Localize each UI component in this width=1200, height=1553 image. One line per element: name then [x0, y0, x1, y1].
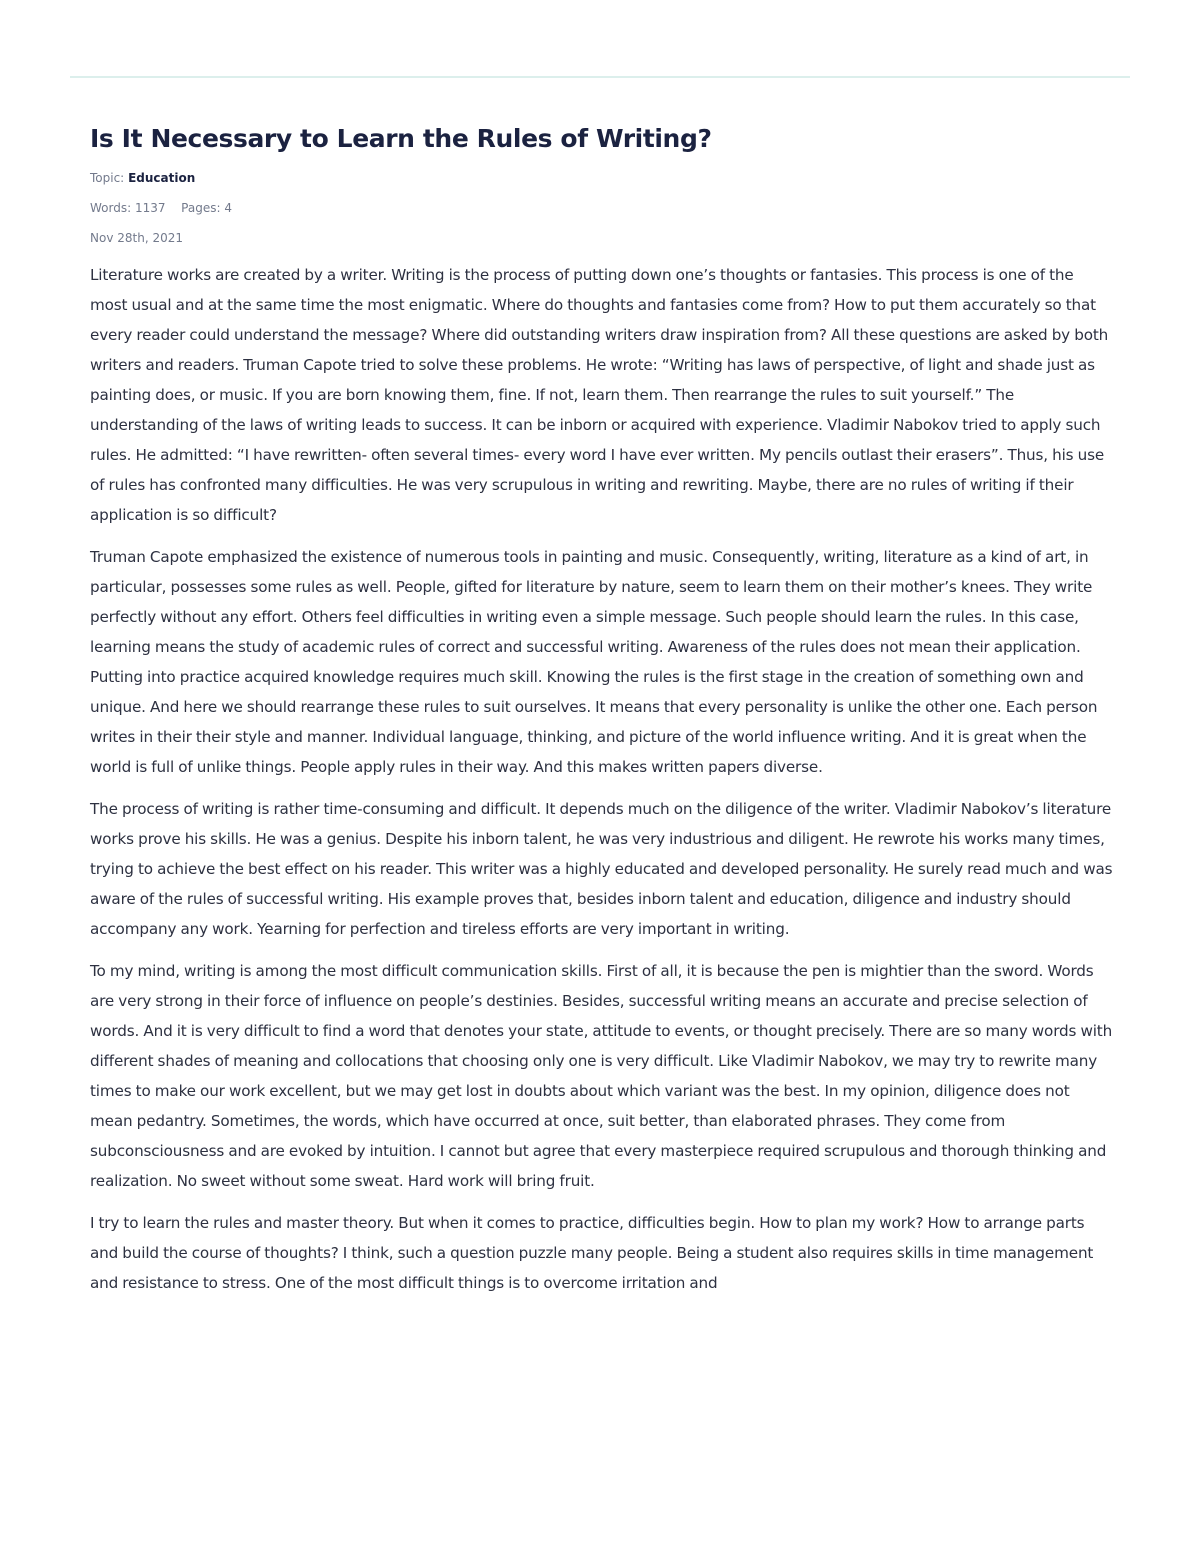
- pages-value: 4: [224, 201, 232, 215]
- paragraph-3: The process of writing is rather time-consuming and difficult. It depends much on the diligence of the writer. Vladimir Nabokov’s literature works prove his skills. He was a genius. Despite his inborn talent, he was very industrious and diligent. He rewrote his works many times, trying to achieve the best effect on his reader. This writer was a highly educated and developed personality. He surely read much and was aware of the rules of successful writing. His example proves that, besides inborn talent and education, diligence and industry should accompany any work. Yearning for perfection and tireless efforts are very important in writing.: [90, 800, 1113, 938]
- words-value: 1137: [134, 201, 166, 215]
- topic-line: [90, 170, 1115, 200]
- document-title: Is It Necessary to Learn the Rules of Writing?: [90, 124, 712, 153]
- top-divider: [70, 76, 1130, 78]
- paragraph-2: Truman Capote emphasized the existence of numerous tools in painting and music. Consequently, writing, literature as a kind of art, in particular, possesses some rules as well. People, gifted for literature by nature, seem to learn them on their mother’s knees. They write perfectly without any effort. Others feel difficulties in writing even a simple message. Such people should learn the rules. In this case, learning means the study of academic rules of correct and successful writing. Awareness of the rules does not mean their application. Putting into practice acquired knowledge requires much skill. Knowing the rules is the first stage in the creation of something own and unique. And here we should rearrange these rules to suit ourselves. It means that every personality is unlike the other one. Each person writes in their their style and manner. Individual language, thinking, and picture of the world influence writing. And it is great when the world is full of unlike things. People apply rules in their way. And this makes written papers diverse.: [90, 548, 1098, 776]
- document-content: [90, 120, 1115, 1310]
- date-line: [90, 230, 1115, 260]
- words-label: Words:: [90, 201, 132, 215]
- word-page-count-line: [90, 200, 1115, 230]
- paragraph-4: To my mind, writing is among the most difficult communication skills. First of all, it is because the pen is mightier than the sword. Words are very strong in their force of influence on people’s destinies. Besides, successful writing means an accurate and precise selection of words. And it is very difficult to find a word that denotes your state, attitude to events, or thought precisely. There are so many words with different shades of meaning and collocations that choosing only one is very difficult. Like Vladimir Nabokov, we may try to rewrite many times to make our work excellent, but we may get lost in doubts about which variant was the best. In my opinion, diligence does not mean pedantry. Sometimes, the words, which have occurred at once, suit better, than elaborated phrases. They come from subconsciousness and are evoked by intuition. I cannot but agree that every masterpiece required scrupulous and thorough thinking and realization. No sweet without some sweat. Hard work will bring fruit.: [90, 962, 1113, 1190]
- paragraph-5: I try to learn the rules and master theory. But when it comes to practice, difficulties begin. How to plan my work? How to arrange parts and build the course of thoughts? I think, such a question puzzle many people. Being a student also requires skills in time management and resistance to stress. One of the most difficult things is to overcome irritation and: [90, 1214, 1094, 1292]
- pages-label: Pages:: [181, 201, 221, 215]
- document-body: [90, 260, 1115, 1298]
- topic-label: Topic:: [90, 171, 125, 185]
- paragraph-1: Literature works are created by a writer. Writing is the process of putting down one’s thoughts or fantasies. This process is one of the most usual and at the same time the most enigmatic. Where do thoughts and fantasies come from? How to put them accurately so that every reader could understand the message? Where did outstanding writers draw inspiration from? All these questions are asked by both writers and readers. Truman Capote tried to solve these problems. He wrote: “Writing has laws of perspective, of light and shade just as painting does, or music. If you are born knowing them, fine. If not, learn them. Then rearrange the rules to suit yourself.” The understanding of the laws of writing leads to success. It can be inborn or acquired with experience. Vladimir Nabokov tried to apply such rules. He admitted: “I have rewritten- often several times- every word I have ever written. My pencils outlast their erasers”. Thus, his use of rules has confronted many difficulties. He was very scrupulous in writing and rewriting. Maybe, there are no rules of writing if their application is so difficult?: [90, 266, 1109, 524]
- topic-value: Education: [128, 171, 196, 185]
- publish-date: Nov 28th, 2021: [90, 231, 183, 245]
- document-meta: [90, 170, 1115, 260]
